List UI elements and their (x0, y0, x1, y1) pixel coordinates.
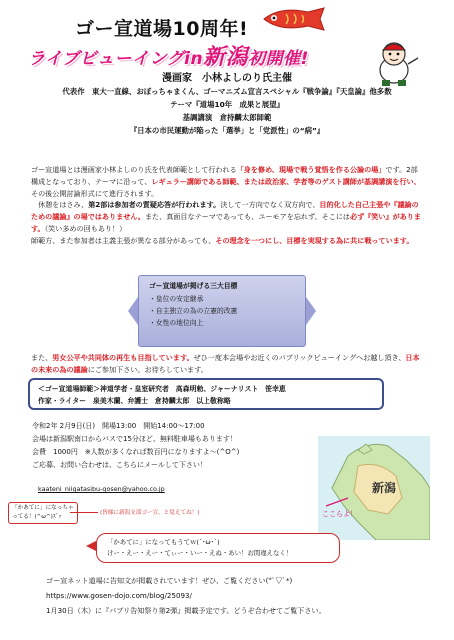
keynote-line: 基調講演 倉持麟太郎師範 (182, 113, 272, 122)
callout-arrow-left (128, 297, 138, 325)
intro-text: 決して一方向でなく双方向で、 (220, 200, 320, 210)
mid-paragraph (31, 352, 423, 376)
works-line: 代表作 東大一直線、おぼっちゃまくん、ゴーマニズム宣言スペシャル『戦争論』『天皇論』他多数 (62, 87, 392, 96)
intro-paragraph (31, 164, 423, 247)
bubble-line: 「かあてに」になってもうてｗ(´･ω･`) (107, 538, 220, 546)
intro-emphasis: 必ず『笑い』があります。 (31, 212, 421, 233)
mid-text: にご参加下さい。お待ちしています。 (87, 364, 208, 374)
niigata-branch-note: (皆様に新潟支部ゴー宣、と覚えてね！) (100, 510, 200, 516)
email-spelling-bubble (96, 533, 340, 563)
event-venue: 会場は新潟駅南口からバスで15分ほど、無料駐車場もあります！ (32, 435, 237, 443)
organizer-line: 漫画家 小林よしのり氏主催 (162, 73, 292, 84)
event-contact: ご応募、お問い合わせは、こちらにメールして下さい！ (32, 461, 207, 469)
contact-email-link[interactable]: kaateni_niigatasibu-gosen@yahoo.co.jp (38, 485, 165, 493)
intro-emphasis: 第2部は参加者の質疑応答が行われます。 (88, 200, 221, 210)
bubble-tail (86, 541, 96, 551)
mid-text: また、 (31, 353, 53, 362)
goals-heading: ゴー宣道場が掲げる三大目標 (149, 282, 238, 290)
lecturers-box (28, 378, 384, 410)
page-title: ゴー宣道場10周年! (75, 18, 249, 40)
credits-block (0, 72, 454, 137)
callout-arrow-right (306, 297, 316, 325)
theme-line: テーマ『道場10年 成果と展望』 (170, 100, 284, 109)
live-suffix: 初開催! (248, 49, 309, 69)
niigata-map-image (318, 436, 430, 540)
goal-item: ・皇位の安定継承 (149, 295, 204, 303)
intro-emphasis: その理念を一つにし、目標を実現する為に共に戦っています。 (215, 235, 414, 245)
mid-text: ぜひ一度本会場やお近くのパブリックビューイングへお越し頂き、 (193, 353, 406, 362)
goal-item: ・女性の地位向上 (149, 319, 204, 327)
footer-block (46, 573, 426, 618)
event-info (32, 420, 332, 472)
note-connector (70, 512, 98, 513)
intro-emphasis: 目的化した自己主張や『議論のための議論』の場ではありません。 (31, 200, 419, 222)
intro-emphasis: 「身を修め、現場で戦う覚悟を作る公論の場」 (236, 165, 386, 174)
footer-announcement: ゴー宣ネット道場に告知文が掲載されています！ぜひ、ご覧ください(*ﾟ▽ﾟ*) (46, 576, 293, 585)
live-prefix: ライブビューイングin (28, 49, 204, 69)
intro-text: ゴー宣道場とは漫画家小林よしのり氏を代表師範として行われる (31, 165, 237, 174)
intro-text: 師範方、また参加者は主義主張が異なる部分があっても、 (31, 235, 216, 245)
carp-streamer-icon (262, 6, 332, 32)
intro-text: （笑い多めの回もあり！） (44, 223, 127, 233)
keynote-title-line: 『日本の市民運動が陥った「選挙」と「党派性」の“病”』 (129, 126, 325, 135)
email-typo-note: 「かあてに」になっちゃってる！(^ω^)ｽﾞｯ (8, 502, 78, 524)
intro-text: また、真面目なテーマであっても、ユーモアを忘れず、そこには (144, 212, 351, 222)
footer-url-link[interactable]: https://www.gosen-dojo.com/blog/25093/ (46, 591, 192, 600)
live-viewing-headline (28, 40, 309, 71)
map-region-label: 新潟 (372, 481, 397, 495)
event-fee: 会費 1000円 ※人数が多くなれば数百円になりますよ～(^O^) (32, 448, 240, 456)
footer-schedule: 1月30日（木）に『パブリ告知祭り第2弾』掲載予定です。どうぞ合わせてご覧下さい。 (46, 606, 326, 615)
mid-emphasis: 日本の未来の為の議論 (31, 353, 420, 374)
goals-callout (128, 275, 318, 347)
bubble-line: けー・えー・えー・てぃー・いー・えぬ・あい！お間違えなく！ (107, 549, 293, 557)
intro-text: その後公開討論形式にて進行されます。 (31, 188, 159, 198)
intro-text: です。2部構成となっており、テーマに沿って、 (31, 165, 418, 186)
lecturers-line: ＜ゴー宣道場師範＞神道学者・皇室研究者 高森明勅、ジャーナリスト 笹幸恵 (38, 385, 286, 393)
intro-emphasis: レギュラー講師である師範、または政治家、学者等のゲスト講師が基調講演を行い、 (151, 176, 421, 186)
live-city: 新潟 (203, 45, 249, 70)
goals-box (138, 275, 306, 347)
lecturers-line: 作家・ライター 泉美木蘭、弁護士 倉持麟太郎 以上敬称略 (38, 397, 231, 405)
mid-emphasis: 男女公平や共同体の再生も目指しています。 (52, 353, 194, 362)
intro-text: 休憩をはさみ、 (31, 200, 89, 210)
event-date: 令和2年 2月9日(日) 開場13:00 開始14:00～17:00 (32, 422, 205, 430)
map-here-label: ここらよ！ (322, 510, 357, 518)
goal-item: ・自主独立の為の立憲的改憲 (149, 307, 238, 315)
